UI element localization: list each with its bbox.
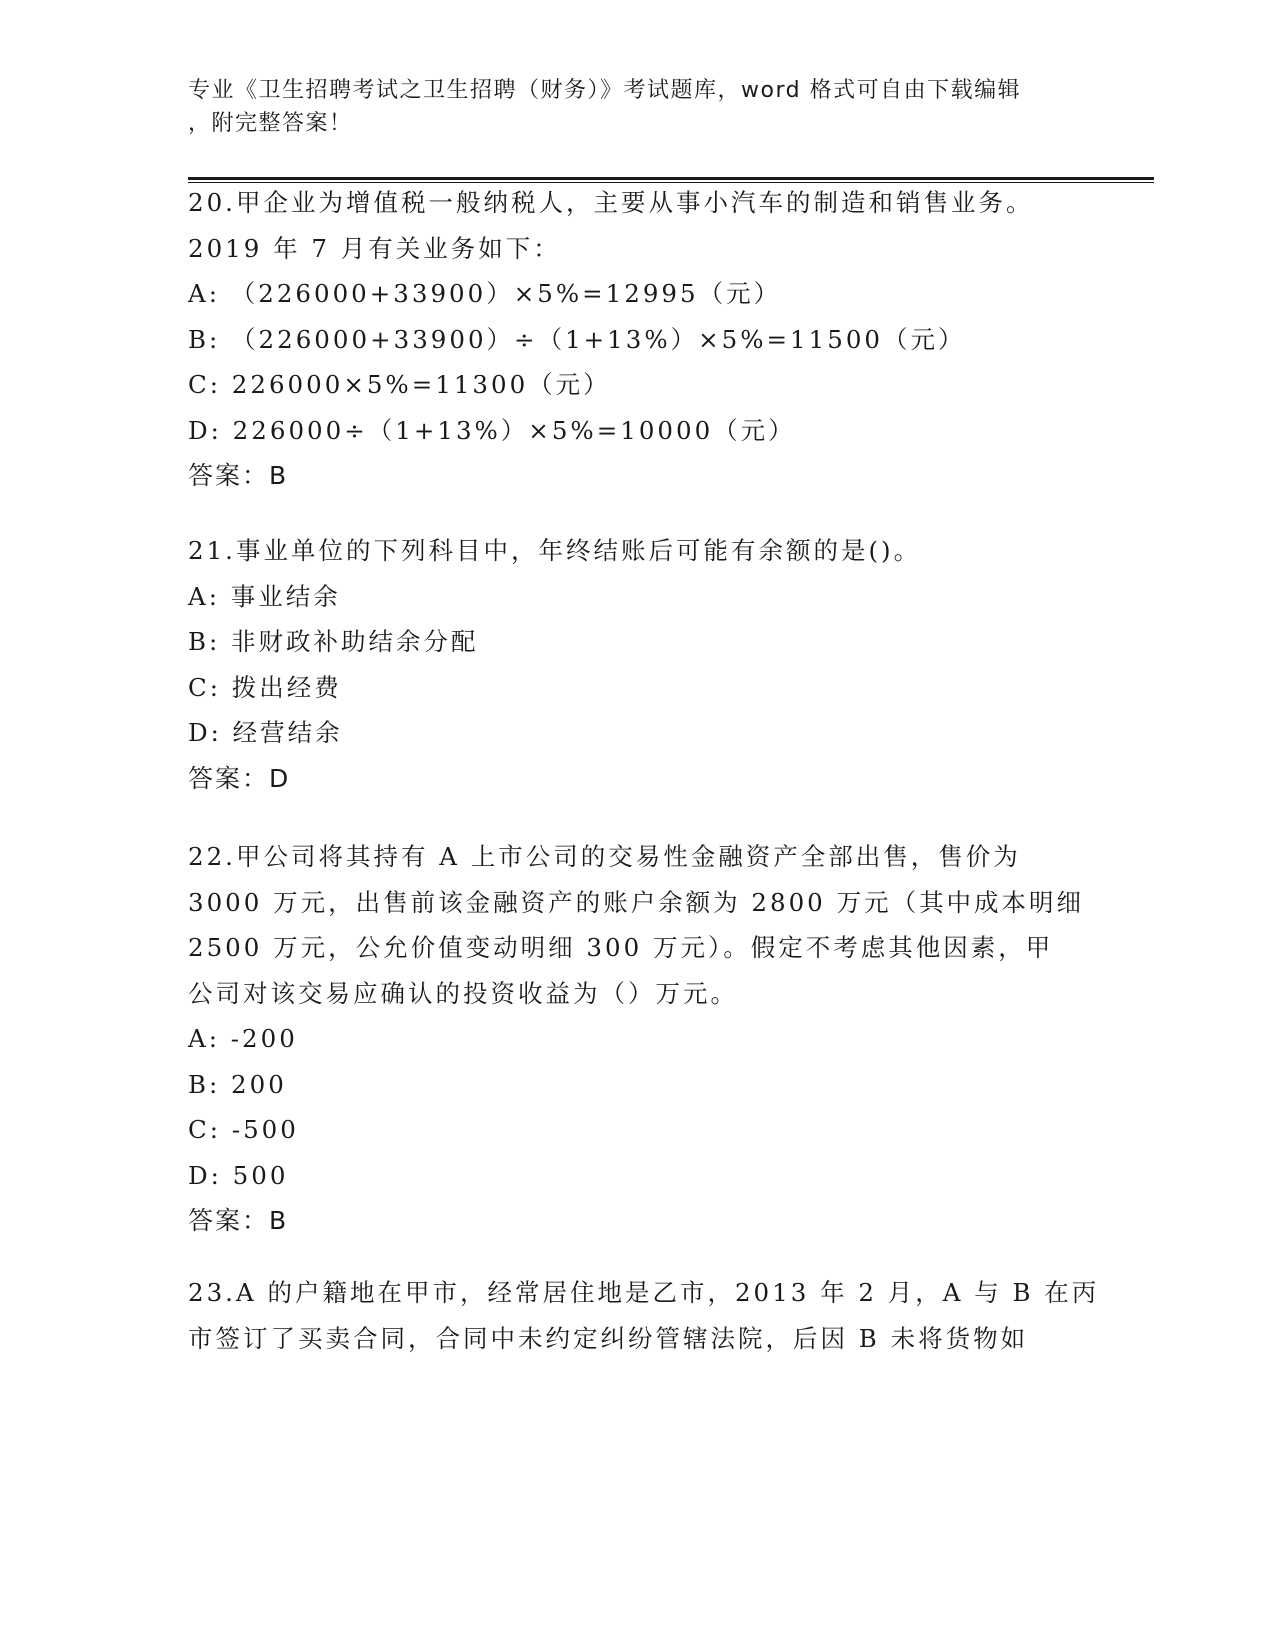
question-22 <box>188 834 1088 1244</box>
question-21 <box>188 528 1088 801</box>
question-stem-line: 公司对该交易应确认的投资收益为（）万元。 <box>188 978 738 1008</box>
question-stem-line: 20.甲企业为增值税一般纳税人，主要从事小汽车的制造和销售业务。 <box>188 188 1034 217</box>
option-a: A: -200 <box>188 1024 298 1053</box>
option-d: D: 经营结余 <box>188 718 343 747</box>
question-stem-line: 21.事业单位的下列科目中，年终结账后可能有余额的是()。 <box>188 536 922 565</box>
question-stem-line: 市签订了买卖合同，合同中未约定纠纷管辖法院，后因 B 未将货物如 <box>188 1323 1029 1353</box>
question-stem-line: 23.A 的户籍地在甲市，经常居住地是乙市，2013 年 2 月，A 与 B 在丙 <box>188 1278 1100 1307</box>
option-b: B: 非财政补助结余分配 <box>188 627 479 656</box>
answer: 答案：D <box>188 763 291 793</box>
question-23 <box>188 1270 1100 1361</box>
option-a: A: 事业结余 <box>188 581 341 611</box>
option-c: C: 拨出经费 <box>188 672 342 702</box>
option-b: B: （226000+33900）÷（1+13%）×5%=11500（元） <box>188 324 966 354</box>
answer: 答案：B <box>188 461 289 490</box>
option-d: D: 500 <box>188 1160 289 1190</box>
option-c: C: 226000×5%=11300（元） <box>188 370 611 399</box>
option-b: B: 200 <box>188 1069 287 1099</box>
question-stem-line: 2019 年 7 月有关业务如下： <box>188 233 561 263</box>
question-stem-line: 22.甲公司将其持有 A 上市公司的交易性金融资产全部出售，售价为 <box>188 842 1021 871</box>
question-stem-line: 3000 万元，出售前该金融资产的账户余额为 2800 万元（其中成本明细 <box>188 887 1085 917</box>
header-line-2: ，附完整答案！ <box>188 111 353 136</box>
question-20 <box>188 180 1088 499</box>
option-a: A: （226000+33900）×5%=12995（元） <box>188 279 782 308</box>
question-stem-line: 2500 万元，公允价值变动明细 300 万元）。假定不考虑其他因素，甲 <box>188 933 1054 962</box>
option-d: D: 226000÷（1+13%）×5%=10000（元） <box>188 415 796 445</box>
document-header <box>188 74 1068 140</box>
option-c: C: -500 <box>188 1115 299 1144</box>
header-line-1: 专业《卫生招聘考试之卫生招聘（财务）》考试题库，word 格式可自由下载编辑 <box>188 78 1022 103</box>
answer: 答案：B <box>188 1206 289 1235</box>
